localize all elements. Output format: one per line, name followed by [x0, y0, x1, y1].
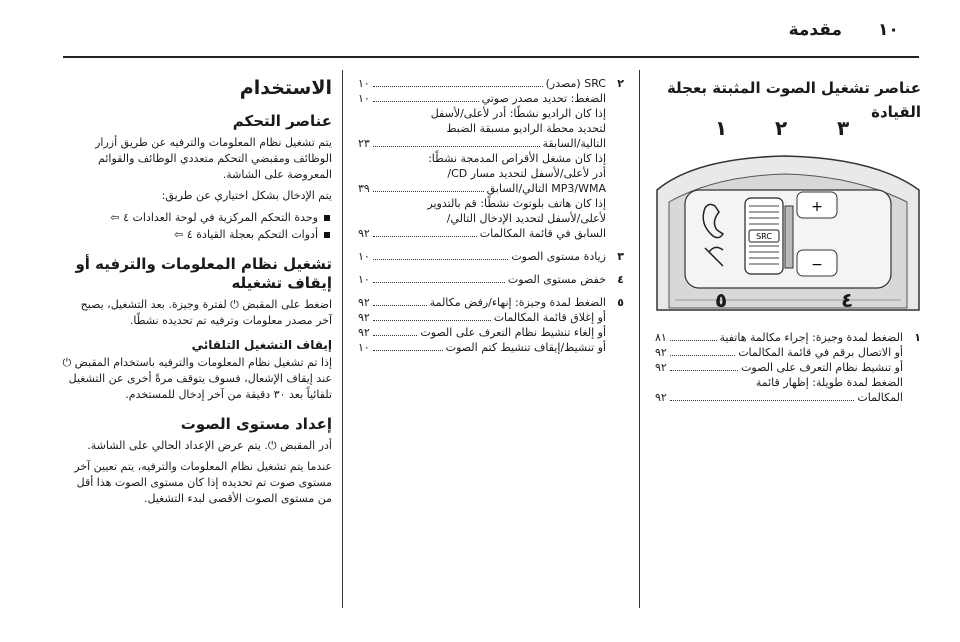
column-divider-left — [342, 70, 343, 608]
line: خفض مستوى الصوت ١٠ — [358, 273, 606, 286]
column-divider-right — [639, 70, 640, 608]
callout-1: ١ — [715, 116, 728, 140]
page-number: ١٠ — [878, 20, 899, 40]
item-number: ٢ — [617, 77, 624, 90]
line: أو إغلاق قائمة المكالمات ٩٢ — [358, 311, 606, 324]
paragraph: عندما يتم تشغيل نظام المعلومات والترفيه، يتم تعيين آخر مستوى صوت تم تحديده إذا كان مستوى الصوت هذا أقل من مستوى الصوت الأقصى لبدء التشغيل. — [74, 460, 332, 505]
page-header — [0, 0, 960, 58]
left-column — [62, 76, 332, 512]
line: إذا كان مشغل الأقراص المدمجة نشطًا: — [428, 152, 606, 165]
svg-text:+: + — [811, 199, 823, 215]
item-5 — [358, 295, 624, 355]
paragraph: إذا تم تشغيل نظام المعلومات والترفيه باستخدام المقبض ⏻ عند إيقاف الإشعال، فسوف يتوقف مرةً أخرى عن التشغيل تلقائياً بعد ٣٠ دقيقة من آخر إدخال للمستخدم. — [62, 356, 332, 401]
bullet-item: أدوات التحكم بعجلة القيادة ٤ ⇦ — [62, 226, 332, 243]
line: أدر لأعلى/لأسفل لتحديد مسار CD/ — [447, 167, 606, 180]
chapter-title: مقدمة — [788, 20, 842, 40]
item-number: ١ — [914, 331, 921, 344]
bullet-item: وحدة التحكم المركزية في لوحة العدادات ٤ ⇦ — [62, 209, 332, 226]
line: إذا كان هاتف بلوتوث نشطًا: قم بالتدوير — [427, 197, 606, 210]
steering-wheel-image — [655, 116, 921, 312]
callout-5: ٥ — [715, 288, 728, 312]
item-number: ٤ — [617, 273, 624, 286]
heading-controls: عناصر التحكم — [232, 112, 332, 130]
item-3 — [358, 249, 624, 264]
paragraph: اضغط على المقبض ⏻ لفترة وجيزة. بعد التشغيل، يصبح آخر مصدر معلومات وترفيه تم تحديده نشطًا. — [80, 298, 332, 327]
item-number: ٣ — [617, 250, 624, 263]
line: أو الاتصال برقم في قائمة المكالمات ٩٢ — [655, 346, 903, 359]
line: إذا كان الراديو نشطًا: أدر لأعلى/لأسفل — [430, 107, 606, 120]
svg-text:−: − — [811, 257, 823, 273]
right-column — [655, 76, 921, 132]
line: المكالمات ٩٢ — [655, 391, 903, 404]
heading-on-off: تشغيل نظام المعلومات والترفيه أو إيقاف تشغيله — [75, 255, 332, 292]
middle-column — [358, 76, 624, 356]
line: التالية/السابقة ٢٣ — [358, 137, 606, 150]
item-4 — [358, 272, 624, 287]
section-title-usage: الاستخدام — [239, 77, 332, 99]
heading-auto-off: إيقاف التشغيل التلقائي — [191, 338, 332, 352]
section-title-steering-controls: عناصر تشغيل الصوت المثبتة بعجلة القيادة — [666, 79, 921, 121]
steering-wheel-illustration — [655, 150, 921, 312]
paragraph: يتم الإدخال بشكل اختياري عن طريق: — [161, 189, 332, 202]
paragraph: يتم تشغيل نظام المعلومات والترفيه عن طريق أزرار الوظائف ومقبضي التحكم متعددي الوظائف والقوائم المعروضة على الشاشة. — [95, 136, 332, 181]
line: أو إلغاء تنشيط نظام التعرف على الصوت ٩٢ — [358, 326, 606, 339]
line: لأعلى/لأسفل لتحديد الإدخال التالي/ — [446, 212, 606, 225]
line: الضغط: تحديد مصدر صوتي ١٠ — [358, 92, 606, 105]
callout-4: ٤ — [841, 288, 854, 312]
line: الضغط لمدة وجيزة: إنهاء/رفض مكالمة ٩٢ — [358, 296, 606, 309]
line: الضغط لمدة وجيزة: إجراء مكالمة هاتفية ٨١ — [655, 331, 903, 344]
callout-2: ٢ — [775, 116, 788, 140]
heading-volume: إعداد مستوى الصوت — [180, 415, 332, 433]
line: السابق في قائمة المكالمات ٩٢ — [358, 227, 606, 240]
line: MP3/WMA التالي/السابق ٣٩ — [358, 182, 606, 195]
item-number: ٥ — [617, 296, 624, 309]
item-1 — [655, 330, 921, 405]
line: أو تنشيط نظام التعرف على الصوت ٩٢ — [655, 361, 903, 374]
paragraph: أدر المقبض ⏻. يتم عرض الإعداد الحالي على الشاشة. — [87, 439, 332, 452]
line: SRC (مصدر) ١٠ — [358, 77, 606, 90]
callout-3: ٣ — [837, 116, 850, 140]
line: لتحديد محطة الراديو مسبقة الضبط — [446, 122, 606, 135]
line: زيادة مستوى الصوت ١٠ — [358, 250, 606, 263]
header-rule — [63, 56, 919, 58]
right-column-items — [655, 330, 921, 406]
bullet-list — [62, 209, 332, 243]
src-label: SRC — [756, 232, 772, 241]
item-2 — [358, 76, 624, 241]
line: الضغط لمدة طويلة: إظهار قائمة — [755, 376, 903, 389]
line: أو تنشيط/إيقاف تنشيط كتم الصوت ١٠ — [358, 341, 606, 354]
